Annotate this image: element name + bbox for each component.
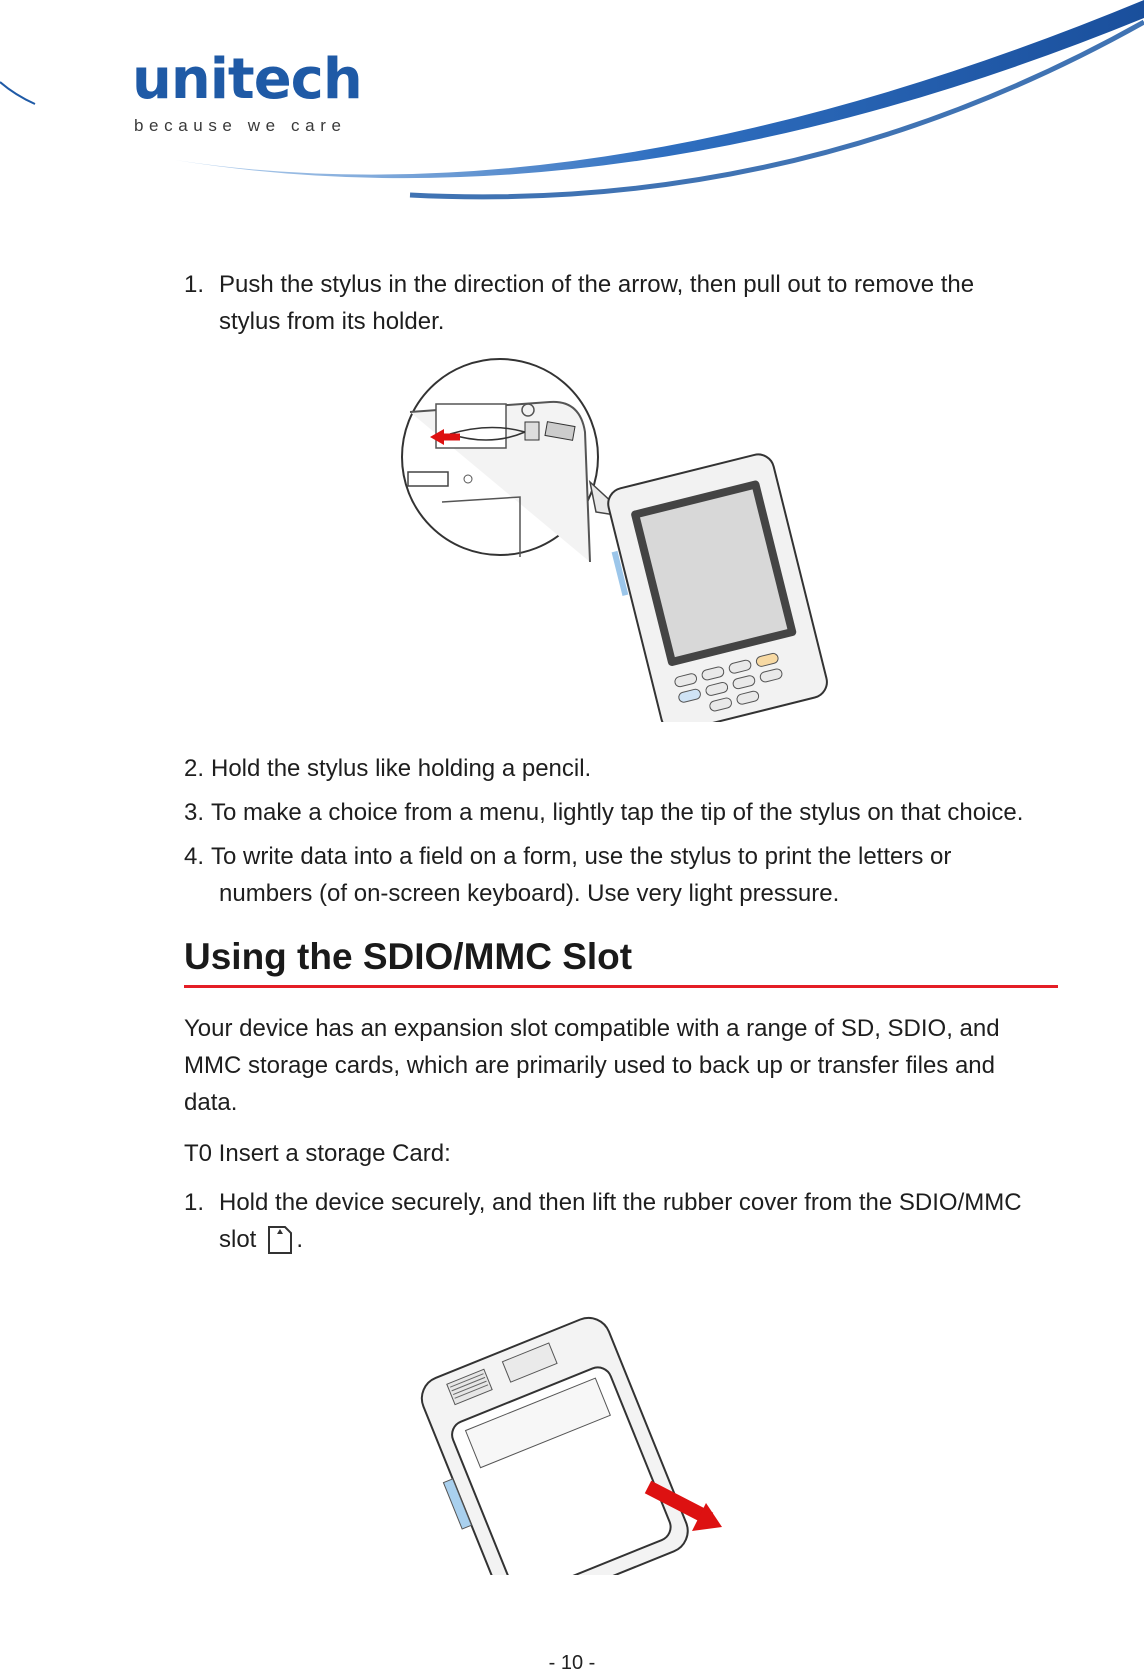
logo-tagline: because we care [134, 116, 347, 135]
page-number: - 10 - [548, 1652, 596, 1674]
logo-wordmark: unitech [132, 47, 362, 112]
sd-card-icon [266, 1224, 294, 1256]
section-lead: T0 Insert a storage Card: [184, 1140, 451, 1167]
step-text [219, 1184, 1079, 1258]
step-line: numbers (of on-screen keyboard). Use very light pressure. [219, 880, 840, 907]
stylus-removal-illustration [400, 352, 850, 722]
intro-line: Your device has an expansion slot compatible with a range of SD, SDIO, and [184, 1015, 1000, 1042]
step-line: stylus from its holder. [219, 308, 445, 335]
brand-logo [132, 47, 362, 136]
slot-period: . [296, 1226, 304, 1253]
step-line: To write data into a field on a form, use the stylus to print the letters or [211, 843, 952, 870]
step-number: 1. [184, 1189, 205, 1216]
step-number: 3. [184, 799, 205, 826]
step-number: 4. [184, 843, 205, 870]
step-text: Hold the stylus like holding a pencil. [211, 755, 592, 782]
device-back-illustration [410, 1305, 780, 1575]
section-title: Using the SDIO/MMC Slot [184, 936, 633, 977]
step-line: Hold the device securely, and then lift the rubber cover from the SDIO/MMC [219, 1189, 1022, 1216]
section-intro [184, 1010, 1064, 1121]
step-text [211, 838, 951, 912]
intro-line: MMC storage cards, which are primarily used to back up or transfer files and [184, 1052, 995, 1079]
step-line: Push the stylus in the direction of the arrow, then pull out to remove the [219, 271, 975, 298]
step-number: 2. [184, 755, 205, 782]
intro-line: data. [184, 1089, 238, 1116]
step-line [219, 1221, 1079, 1258]
step-text [219, 266, 1079, 340]
step-number: 1. [184, 271, 205, 298]
heading-rule [184, 985, 1058, 988]
step-text: To make a choice from a menu, lightly tap the tip of the stylus on that choice. [211, 799, 1024, 826]
slot-word: slot [219, 1226, 257, 1253]
